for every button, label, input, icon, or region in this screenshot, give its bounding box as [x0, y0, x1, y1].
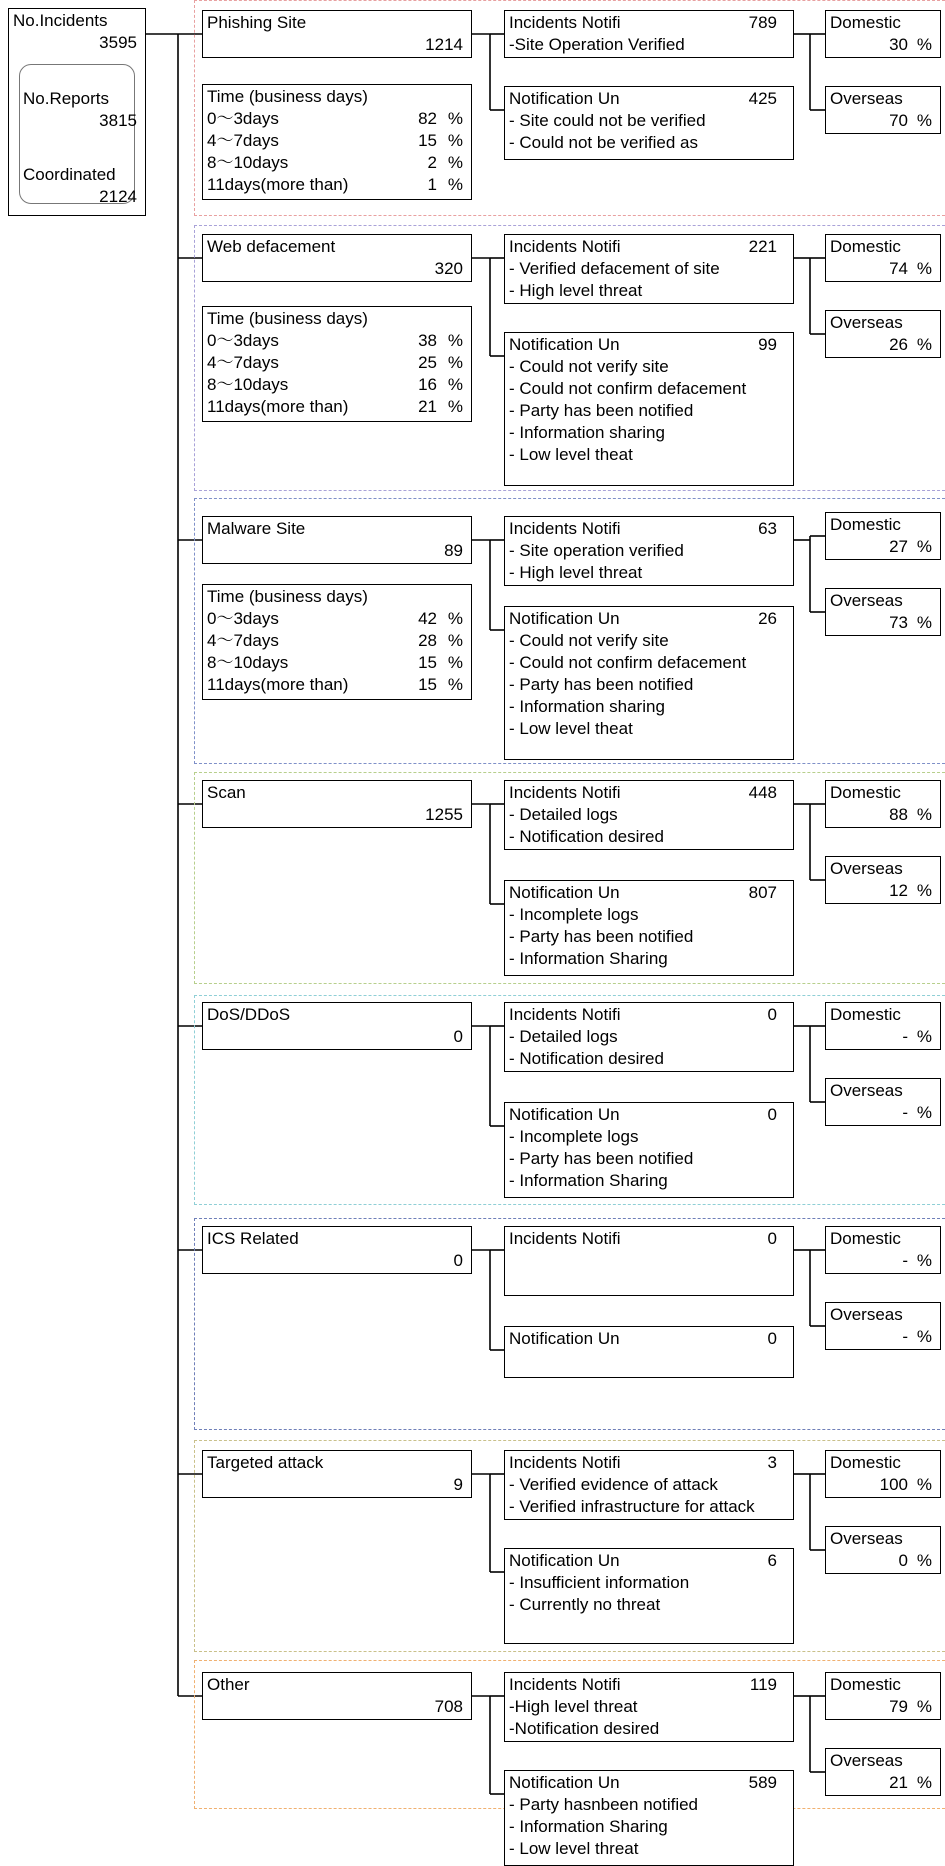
unnotified-count: 425 [748, 89, 777, 108]
category-name: Malware Site [207, 519, 306, 538]
overseas-pct: % [916, 1551, 932, 1570]
notified-box-phishing [504, 10, 794, 58]
time-row-pct: % [447, 675, 463, 694]
unnotified-reason: - Low level threat [509, 1839, 639, 1858]
unnotified-count: 0 [767, 1329, 777, 1348]
domestic-box-malware [825, 512, 941, 560]
notified-label: Incidents Notifi [509, 1229, 621, 1248]
domestic-value: - [902, 1027, 908, 1046]
time-row-label: 8〜10days [207, 653, 289, 672]
notified-box-scan [504, 780, 794, 850]
domestic-label: Domestic [830, 237, 901, 256]
time-row-value: 2 [427, 153, 437, 172]
time-row-pct: % [447, 153, 463, 172]
category-name: Phishing Site [207, 13, 307, 32]
category-name: Web defacement [207, 237, 336, 256]
unnotified-reason: - Could not verify site [509, 357, 669, 376]
time-row-pct: % [447, 609, 463, 628]
domestic-label: Domestic [830, 1005, 901, 1024]
domestic-value: 79 [889, 1697, 908, 1716]
domestic-box-scan [825, 780, 941, 828]
reports-value: 3815 [99, 111, 137, 130]
notified-label: Incidents Notifi [509, 1005, 621, 1024]
time-title: Time (business days) [207, 587, 368, 606]
time-row-pct: % [447, 353, 463, 372]
notified-count: 3 [767, 1453, 777, 1472]
category-box-phishing [202, 10, 472, 58]
domestic-box-dos [825, 1002, 941, 1050]
notified-label: Incidents Notifi [509, 13, 621, 32]
time-row-label: 0〜3days [207, 609, 279, 628]
category-count: 0 [453, 1251, 463, 1270]
time-row-label: 0〜3days [207, 331, 279, 350]
notified-reason: -Notification desired [509, 1719, 660, 1738]
notified-box-malware [504, 516, 794, 586]
time-row-label: 0〜3days [207, 109, 279, 128]
coordinated-value: 2124 [99, 187, 137, 206]
overseas-box-dos [825, 1078, 941, 1126]
overseas-value: 21 [889, 1773, 908, 1792]
category-name: DoS/DDoS [207, 1005, 291, 1024]
notified-box-web-defacement [504, 234, 794, 304]
category-name: ICS Related [207, 1229, 299, 1248]
notified-count: 221 [748, 237, 777, 256]
overseas-box-web-defacement [825, 310, 941, 358]
time-row-pct: % [447, 397, 463, 416]
overseas-pct: % [916, 613, 932, 632]
domestic-value: 27 [889, 537, 908, 556]
notified-reason: - Notification desired [509, 1049, 664, 1068]
notified-reason: - High level threat [509, 281, 643, 300]
category-count: 89 [444, 541, 463, 560]
unnotified-reason: - Low level theat [509, 445, 633, 464]
domestic-label: Domestic [830, 13, 901, 32]
unnotified-reason: - Information Sharing [509, 1817, 668, 1836]
time-row-pct: % [447, 653, 463, 672]
time-row-pct: % [447, 175, 463, 194]
category-count: 1214 [425, 35, 463, 54]
category-box-malware [202, 516, 472, 564]
category-name: Other [207, 1675, 250, 1694]
domestic-pct: % [916, 1475, 932, 1494]
domestic-pct: % [916, 1027, 932, 1046]
notified-label: Incidents Notifi [509, 783, 621, 802]
unnotified-count: 0 [767, 1105, 777, 1124]
notified-box-dos [504, 1002, 794, 1072]
domestic-label: Domestic [830, 1229, 901, 1248]
time-row-value: 15 [418, 675, 437, 694]
unnotified-label: Notification Un [509, 1329, 620, 1348]
time-row-pct: % [447, 631, 463, 650]
category-name: Scan [207, 783, 246, 802]
overseas-value: 0 [898, 1551, 908, 1570]
time-title: Time (business days) [207, 87, 368, 106]
time-row-value: 82 [418, 109, 437, 128]
unnotified-reason: - Party has been notified [509, 1149, 694, 1168]
unnotified-count: 26 [758, 609, 777, 628]
domestic-label: Domestic [830, 1675, 901, 1694]
time-row-label: 11days(more than) [207, 175, 349, 194]
unnotified-reason: - Incomplete logs [509, 905, 639, 924]
overseas-label: Overseas [830, 1529, 903, 1548]
time-row-value: 15 [418, 131, 437, 150]
unnotified-reason: - Information Sharing [509, 1171, 668, 1190]
unnotified-reason: - Could not confirm defacement [509, 379, 747, 398]
domestic-label: Domestic [830, 783, 901, 802]
notified-reason: - Verified defacement of site [509, 259, 720, 278]
notified-count: 63 [758, 519, 777, 538]
unnotified-box-other [504, 1770, 794, 1866]
unnotified-reason: - Party hasnbeen notified [509, 1795, 699, 1814]
category-count: 320 [434, 259, 463, 278]
domestic-value: 100 [879, 1475, 908, 1494]
overseas-box-ics [825, 1302, 941, 1350]
unnotified-reason: - Site could not be verified [509, 111, 706, 130]
unnotified-label: Notification Un [509, 1105, 620, 1124]
time-row-label: 4〜7days [207, 131, 279, 150]
time-row-label: 8〜10days [207, 375, 289, 394]
unnotified-label: Notification Un [509, 1551, 620, 1570]
category-count: 1255 [425, 805, 463, 824]
time-row-pct: % [447, 331, 463, 350]
notified-label: Incidents Notifi [509, 1675, 621, 1694]
unnotified-reason: - Information sharing [509, 423, 665, 442]
unnotified-box-phishing [504, 86, 794, 160]
overseas-pct: % [916, 335, 932, 354]
overseas-pct: % [916, 1773, 932, 1792]
notified-reason: -High level threat [509, 1697, 638, 1716]
category-box-web-defacement [202, 234, 472, 282]
unnotified-label: Notification Un [509, 883, 620, 902]
unnotified-label: Notification Un [509, 1773, 620, 1792]
root-box [8, 8, 146, 216]
notified-reason: - Detailed logs [509, 805, 618, 824]
domestic-label: Domestic [830, 1453, 901, 1472]
overseas-box-other [825, 1748, 941, 1796]
unnotified-count: 807 [748, 883, 777, 902]
unnotified-count: 589 [748, 1773, 777, 1792]
time-row-label: 11days(more than) [207, 397, 349, 416]
unnotified-box-scan [504, 880, 794, 976]
overseas-label: Overseas [830, 1305, 903, 1324]
overseas-box-malware [825, 588, 941, 636]
time-row-pct: % [447, 109, 463, 128]
time-row-label: 4〜7days [207, 353, 279, 372]
notified-label: Incidents Notifi [509, 237, 621, 256]
time-row-pct: % [447, 375, 463, 394]
domestic-box-targeted [825, 1450, 941, 1498]
category-box-ics [202, 1226, 472, 1274]
overseas-label: Overseas [830, 1081, 903, 1100]
notified-reason: - High level threat [509, 563, 643, 582]
domestic-pct: % [916, 1697, 932, 1716]
time-title: Time (business days) [207, 309, 368, 328]
unnotified-box-ics [504, 1326, 794, 1378]
overseas-box-phishing [825, 86, 941, 134]
category-count: 9 [453, 1475, 463, 1494]
time-row-label: 11days(more than) [207, 675, 349, 694]
domestic-value: 74 [889, 259, 908, 278]
unnotified-reason: - Could not verify site [509, 631, 669, 650]
domestic-box-phishing [825, 10, 941, 58]
notified-label: Incidents Notifi [509, 519, 621, 538]
time-row-value: 25 [418, 353, 437, 372]
category-box-scan [202, 780, 472, 828]
notified-count: 448 [748, 783, 777, 802]
unnotified-reason: - Party has been notified [509, 675, 694, 694]
notified-reason: -Site Operation Verified [509, 35, 685, 54]
notified-count: 119 [749, 1675, 777, 1694]
domestic-pct: % [916, 537, 932, 556]
time-row-value: 38 [418, 331, 437, 350]
time-row-value: 28 [418, 631, 437, 650]
unnotified-reason: - Low level theat [509, 719, 633, 738]
unnotified-reason: - Could not confirm defacement [509, 653, 747, 672]
unnotified-reason: - Party has been notified [509, 927, 694, 946]
overseas-box-targeted [825, 1526, 941, 1574]
time-row-value: 21 [418, 397, 437, 416]
unnotified-count: 99 [758, 335, 777, 354]
reports-label: No.Reports [23, 89, 109, 108]
unnotified-reason: - Party has been notified [509, 401, 694, 420]
notified-reason: - Verified infrastructure for attack [509, 1497, 755, 1516]
unnotified-box-web-defacement [504, 332, 794, 486]
unnotified-box-dos [504, 1102, 794, 1198]
domestic-label: Domestic [830, 515, 901, 534]
notified-count: 789 [748, 13, 777, 32]
overseas-pct: % [916, 1103, 932, 1122]
time-row-value: 1 [427, 175, 437, 194]
overseas-label: Overseas [830, 89, 903, 108]
unnotified-reason: - Could not be verified as [509, 133, 698, 152]
overseas-label: Overseas [830, 1751, 903, 1770]
overseas-value: 12 [889, 881, 908, 900]
incidents-value: 3595 [99, 33, 137, 52]
incidents-label: No.Incidents [13, 11, 108, 30]
notified-box-targeted [504, 1450, 794, 1520]
unnotified-label: Notification Un [509, 89, 620, 108]
notified-reason: - Site operation verified [509, 541, 684, 560]
category-name: Targeted attack [207, 1453, 324, 1472]
notified-reason: - Verified evidence of attack [509, 1475, 718, 1494]
domestic-value: - [902, 1251, 908, 1270]
notified-box-ics [504, 1226, 794, 1296]
domestic-pct: % [916, 259, 932, 278]
notified-label: Incidents Notifi [509, 1453, 621, 1472]
time-box-web-defacement [202, 306, 472, 422]
unnotified-label: Notification Un [509, 609, 620, 628]
overseas-value: 73 [889, 613, 908, 632]
notified-reason: - Notification desired [509, 827, 664, 846]
overseas-pct: % [916, 881, 932, 900]
category-count: 708 [434, 1697, 463, 1716]
coordinated-label: Coordinated [23, 165, 116, 184]
overseas-pct: % [916, 1327, 932, 1346]
time-row-label: 4〜7days [207, 631, 279, 650]
unnotified-reason: - Insufficient information [509, 1573, 690, 1592]
unnotified-box-malware [504, 606, 794, 760]
domestic-box-web-defacement [825, 234, 941, 282]
overseas-label: Overseas [830, 591, 903, 610]
overseas-label: Overseas [830, 859, 903, 878]
time-box-malware [202, 584, 472, 700]
notified-box-other [504, 1672, 794, 1742]
domestic-value: 30 [889, 35, 908, 54]
domestic-box-other [825, 1672, 941, 1720]
domestic-pct: % [916, 1251, 932, 1270]
unnotified-box-targeted [504, 1548, 794, 1644]
unnotified-reason: - Currently no threat [509, 1595, 661, 1614]
notified-count: 0 [767, 1229, 777, 1248]
time-row-value: 42 [418, 609, 437, 628]
overseas-value: - [902, 1327, 908, 1346]
time-row-pct: % [447, 131, 463, 150]
time-row-label: 8〜10days [207, 153, 289, 172]
overseas-value: - [902, 1103, 908, 1122]
time-row-value: 15 [418, 653, 437, 672]
unnotified-count: 6 [767, 1551, 777, 1570]
overseas-pct: % [916, 111, 932, 130]
notified-reason: - Detailed logs [509, 1027, 618, 1046]
domestic-pct: % [916, 805, 932, 824]
overseas-value: 26 [889, 335, 908, 354]
time-box-phishing [202, 84, 472, 200]
time-row-value: 16 [418, 375, 437, 394]
notified-count: 0 [767, 1005, 777, 1024]
unnotified-reason: - Incomplete logs [509, 1127, 639, 1146]
overseas-label: Overseas [830, 313, 903, 332]
domestic-pct: % [916, 35, 932, 54]
domestic-box-ics [825, 1226, 941, 1274]
unnotified-reason: - Information sharing [509, 697, 665, 716]
category-box-targeted [202, 1450, 472, 1498]
overseas-box-scan [825, 856, 941, 904]
unnotified-reason: - Information Sharing [509, 949, 668, 968]
overseas-value: 70 [889, 111, 908, 130]
category-count: 0 [453, 1027, 463, 1046]
unnotified-label: Notification Un [509, 335, 620, 354]
category-box-other [202, 1672, 472, 1720]
domestic-value: 88 [889, 805, 908, 824]
category-box-dos [202, 1002, 472, 1050]
